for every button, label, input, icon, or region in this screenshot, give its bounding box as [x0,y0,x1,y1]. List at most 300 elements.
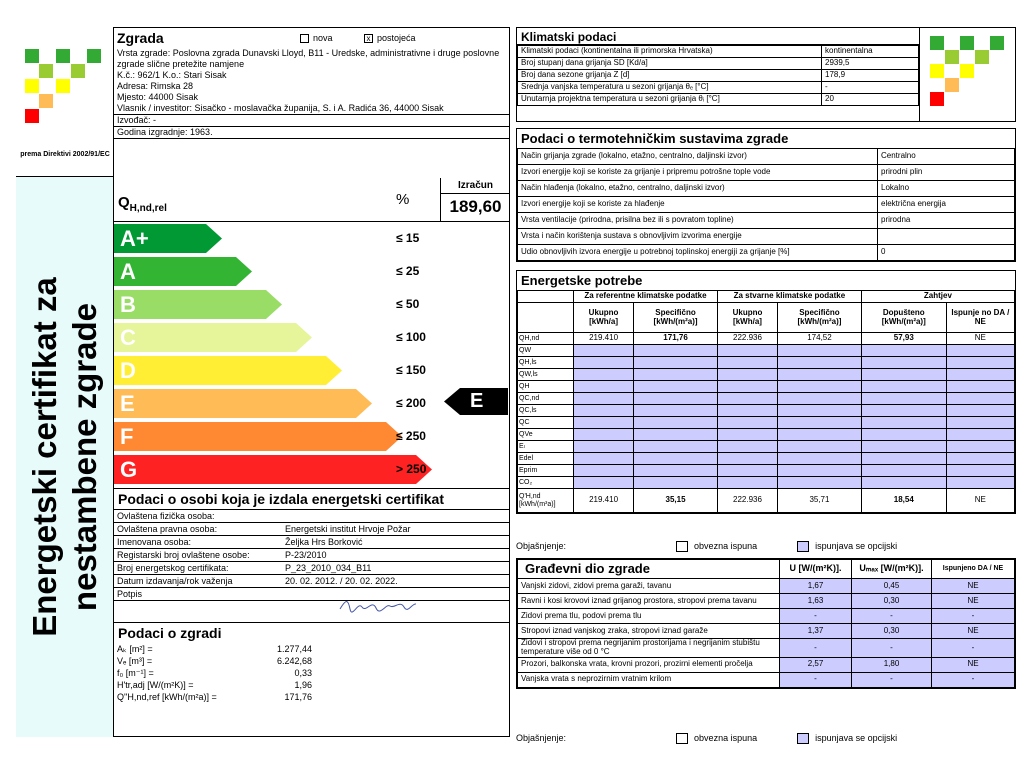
zgrada-section [114,27,510,139]
klima-key: Srednja vanjska temperatura u sezoni grijanja θₑ [°C] [518,82,822,94]
energ-row [518,345,1015,357]
klima-value: 2939,5 [822,58,919,70]
gradev-isp: NE [932,594,1015,609]
energ-row [518,477,1015,489]
vlasnik: Vlasnik / investitor: Sisačko - moslavačka županija, S. i A. Radića 36, 44000 Sisak [114,103,510,115]
zgrada-title-row [114,27,510,48]
energ-cell [574,393,634,405]
osoba-key: Ovlaštena pravna osoba: [117,524,218,534]
energ-cell [946,357,1014,369]
legend-mandatory: obvezna ispuna [694,541,758,551]
energ-subhead-cell: Specifično [kWh/(m²a)] [778,303,862,333]
class-label: A+ [120,226,149,251]
energ-row-label: QC,ls [518,405,574,417]
energ-head-zah: Zahtjev [861,291,1014,303]
energ-head-ref: Za referentne klimatske podatke [574,291,718,303]
termo-title: Podaci o termotehničkim sustavima zgrade [521,131,789,146]
energ-cell: 35,15 [634,489,718,513]
energ-row-label: Eprim [518,465,574,477]
energ-cell [946,369,1014,381]
klima-key: Broj stupanj dana grijanja SD [Kd/a] [518,58,822,70]
kc-ko: K.č.: 962/1 K.o.: Stari Sisak [117,70,227,80]
gradev-title-cell [518,560,780,579]
energ-cell: NE [946,489,1014,513]
energ-row [518,417,1015,429]
side-title-panel [16,177,114,737]
klima-table [517,45,919,106]
podaci-key: Vₑ [m³] = [117,656,153,666]
osoba-value: Energetski institut Hrvoje Požar [285,524,411,534]
energ-row [518,429,1015,441]
podaci-rows [114,643,510,703]
izracun-value: 189,60 [449,197,502,216]
energ-row [518,333,1015,345]
zgrada-title: Zgrada [117,30,164,46]
legend-mandatory-2: obvezna ispuna [694,733,758,743]
podaci-row [114,643,510,655]
termo-key: Vrsta ventilacije (prirodna, prisilna bez ili s povratom topline) [518,213,878,229]
gradev-key: Prozori, balkonska vrata, krovni prozori, prozirni elementi pročelja [518,657,780,672]
signature-image [338,597,418,618]
energ-row [518,489,1015,513]
energ-row-label: QH [518,381,574,393]
termo-key: Izvori energije koji se koriste za hlađenje [518,197,878,213]
energ-cell [717,465,777,477]
osoba-key: Broj energetskog certifikata: [117,563,229,573]
gradev-u: 2,57 [780,657,852,672]
current-class-arrow [444,388,508,415]
rating-header [114,178,510,222]
energ-cell: 222.936 [717,333,777,345]
class-label: F [120,424,134,449]
gradev-head-umax: Uₘₐₓ [W/(m²K)]. [852,560,932,579]
energ-cell [717,477,777,489]
energ-row [518,357,1015,369]
energ-cell [946,453,1014,465]
class-label: B [120,292,136,317]
podaci-key: Aₖ [m²] = [117,644,153,654]
energ-cell [861,465,946,477]
energ-title: Energetske potrebe [521,273,643,288]
energ-cell [778,465,862,477]
gradev-key: Vanjska vrata s neprozirnim vratnim krilom [518,672,780,687]
klima-value: 178,9 [822,70,919,82]
energ-cell [778,369,862,381]
gradev-umax: 1,80 [852,657,932,672]
energ-row-label: CO₂ [518,477,574,489]
izvodac: Izvođač: - [114,115,510,127]
energ-row-label: QVe [518,429,574,441]
energ-subhead-cell: Ukupno [kWh/a] [574,303,634,333]
osoba-value: Željka Hrs Borković [285,537,363,547]
energ-cell [574,357,634,369]
termo-row [518,149,1015,165]
termo-value: prirodni plin [878,165,1015,181]
gradev-key: Stropovi iznad vanjskog zraka, stropovi iznad garaže [518,624,780,639]
termo-key: Način hlađenja (lokalno, etažno, centralno, daljinski izvor) [518,181,878,197]
energ-cell [946,405,1014,417]
certificate-logo-right [919,28,1015,121]
energ-cell [634,441,718,453]
termo-row [518,245,1015,261]
current-class-label: E [470,390,484,412]
godina-izgradnje: Godina izgradnje: 1963. [117,127,213,137]
energ-cell [946,381,1014,393]
energ-cell [717,417,777,429]
energ-cell: 219.410 [574,333,634,345]
class-label: D [120,358,136,383]
energ-cell [778,345,862,357]
osoba-row [114,588,510,601]
energ-cell [946,417,1014,429]
gradev-table [517,559,1015,688]
energ-row-label: Eₗ [518,441,574,453]
osoba-row [114,562,510,575]
energ-section [516,270,1016,514]
klima-key: Broj dana sezone grijanja Z [d] [518,70,822,82]
energ-cell [946,441,1014,453]
gradev-head-isp: Ispunjeno DA / NE [932,560,1015,579]
energ-cell: 174,52 [778,333,862,345]
klima-row [518,70,919,82]
energ-cell [861,441,946,453]
energ-cell [861,345,946,357]
energ-cell [861,405,946,417]
energ-cell [634,429,718,441]
termo-value: Lokalno [878,181,1015,197]
energ-cell: 18,54 [861,489,946,513]
termo-key: Udio obnovljivih izvora energije u potrebnoj toplinskoj energiji za grijanje [%] [518,245,878,261]
energ-cell [946,345,1014,357]
energ-table [517,290,1015,513]
gradev-umax: 0,45 [852,579,932,594]
gradev-isp: NE [932,657,1015,672]
energ-legend [516,539,1016,553]
energ-subhead-cell: Ukupno [kWh/a] [717,303,777,333]
energ-cell [778,393,862,405]
energ-row [518,381,1015,393]
gradev-isp: - [932,639,1015,658]
energ-cell: 219.410 [574,489,634,513]
energ-cell [574,369,634,381]
legend-box-optional [797,541,809,552]
podaci-value: 171,76 [284,692,312,702]
klima-row [518,58,919,70]
termo-row [518,213,1015,229]
gradev-key: Ravni i kosi krovovi iznad grijanog prostora, stropovi prema tavanu [518,594,780,609]
osoba-key: Datum izdavanja/rok važenja [117,576,233,586]
legend-box-mandatory-2 [676,733,688,744]
class-label: A [120,259,136,284]
energ-cell [778,417,862,429]
energ-cell [634,357,718,369]
energ-cell [861,429,946,441]
osoba-rows [114,510,510,601]
class-limit: ≤ 250 [396,429,426,443]
podaci-row [114,691,510,703]
gradev-umax: - [852,639,932,658]
energ-cell [717,393,777,405]
energ-cell [946,393,1014,405]
vrsta-zgrade: Vrsta zgrade: Poslovna zgrada Dunavski Lloyd, B11 - Uredske, administrativne i druge poslovne zgrade slične pretežite namjene [117,48,500,69]
energ-cell [778,441,862,453]
energ-cell [946,429,1014,441]
gradev-row [518,579,1015,594]
energ-cell: 35,71 [778,489,862,513]
legend-box-mandatory [676,541,688,552]
energ-cell [861,477,946,489]
energ-cell [634,477,718,489]
gradev-row [518,594,1015,609]
osoba-row [114,523,510,536]
osoba-key: Potpis [117,589,143,599]
gradev-isp: NE [932,624,1015,639]
izracun-label: Izračun [441,178,510,194]
energ-cell [574,441,634,453]
energ-cell [717,453,777,465]
podaci-title: Podaci o zgradi [118,625,222,641]
osoba-row [114,536,510,549]
energ-cell [634,465,718,477]
energ-cell [717,357,777,369]
termo-row [518,181,1015,197]
gradev-head-u: U [W/(m²K)]. [780,560,852,579]
gradev-u: - [780,639,852,658]
podaci-row [114,679,510,691]
termo-value: Centralno [878,149,1015,165]
energ-cell [717,381,777,393]
gradev-u: 1,37 [780,624,852,639]
energ-cell [778,453,862,465]
gradev-u: - [780,672,852,687]
energ-cell [634,393,718,405]
gradev-u: - [780,609,852,624]
energ-subhead-cell: Ispunje no DA / NE [946,303,1014,333]
energ-row-label: QW [518,345,574,357]
energ-cell [717,369,777,381]
gradev-u: 1,67 [780,579,852,594]
podaci-value: 1.277,44 [276,644,312,654]
podaci-key: Q''H,nd,ref [kWh/(m²a)] = [117,692,217,702]
osoba-value: P-23/2010 [285,550,327,560]
energ-corner [518,291,574,303]
nova-label: nova [313,33,333,43]
energ-cell: NE [946,333,1014,345]
gradev-section [516,558,1016,689]
osoba-row [114,575,510,588]
klima-key: Klimatski podaci (kontinentalna ili primorska Hrvatska) [518,46,822,58]
klima-row [518,46,919,58]
termo-key: Način grijanja zgrade (lokalno, etažno, centralno, daljinski izvor) [518,149,878,165]
energ-cell [634,381,718,393]
energ-row [518,405,1015,417]
class-label: E [120,391,135,416]
energ-cell [861,453,946,465]
energ-cell [861,357,946,369]
klima-value: 20 [822,94,919,106]
energ-cell [861,393,946,405]
klima-row [518,94,919,106]
termo-value: prirodna [878,213,1015,229]
osoba-section [114,488,510,601]
energ-cell: 222.936 [717,489,777,513]
energ-cell [861,417,946,429]
class-limit: ≤ 25 [396,264,420,278]
energ-cell [717,441,777,453]
klima-title: Klimatski podaci [517,28,1015,45]
energ-cell [717,405,777,417]
energ-row-label: QW,ls [518,369,574,381]
gradev-key: Zidovi prema tlu, podovi prema tlu [518,609,780,624]
podaci-value: 6.242,68 [276,656,312,666]
energ-subhead-cell: Specifično [kWh/(m²a)] [634,303,718,333]
energ-row-label: QC,nd [518,393,574,405]
energ-cell [574,465,634,477]
class-limit: ≤ 15 [396,231,420,245]
klima-row [518,82,919,94]
energ-cell [778,357,862,369]
gradev-row [518,624,1015,639]
termo-section [516,128,1016,262]
energ-subhead [518,303,1015,333]
class-limit: ≤ 50 [396,297,420,311]
gradev-u: 1,63 [780,594,852,609]
legend-box-optional-2 [797,733,809,744]
energ-row-label: Edel [518,453,574,465]
termo-value: 0 [878,245,1015,261]
class-limit: ≤ 200 [396,396,426,410]
class-label: G [120,457,138,482]
energ-cell [778,429,862,441]
termo-key: Vrsta i način korištenja sustava s obnovljivim izvorima energije [518,229,878,245]
gradev-key: Zidovi i stropovi prema negrijanim prostorijama i negrijanim stubištu temperature više od 0 °C [518,639,780,658]
osoba-value: P_23_2010_034_B11 [285,563,372,573]
percent-label: % [396,191,410,208]
energ-row-label: Q'H,nd [kWh/(m³a)] [518,489,574,513]
osoba-row [114,510,510,523]
energ-cell [574,453,634,465]
gradev-row [518,609,1015,624]
klima-value: kontinentalna [822,46,919,58]
energ-cell [574,429,634,441]
energ-cell [717,429,777,441]
podaci-key: f₀ [m⁻¹] = [117,668,154,678]
energ-cell [946,465,1014,477]
energ-row [518,393,1015,405]
osoba-value [285,510,510,522]
directive-label: prema Direktivi 2002/91/EC [20,151,110,158]
adresa: Adresa: Rimska 28 [117,81,194,91]
gradev-isp: - [932,672,1015,687]
termo-value: električna energija [878,197,1015,213]
termo-row [518,197,1015,213]
class-limit: ≤ 100 [396,330,426,344]
izracun-box [440,178,510,222]
energ-cell [574,477,634,489]
energ-row [518,369,1015,381]
gradev-isp: - [932,609,1015,624]
energ-cell [778,477,862,489]
energ-cell [778,381,862,393]
gradev-umax: - [852,672,932,687]
energ-cell [574,345,634,357]
postojeca-label: postojeća [377,33,416,43]
energ-cell [634,369,718,381]
energ-cell [946,477,1014,489]
gradev-umax: 0,30 [852,594,932,609]
klima-key: Unutarnja projektna temperatura u sezoni grijanja θᵢ [°C] [518,94,822,106]
podaci-value: 1,96 [294,680,312,690]
energ-row [518,441,1015,453]
energ-row [518,453,1015,465]
podaci-row [114,655,510,667]
class-limit: > 250 [396,462,427,476]
class-limit: ≤ 150 [396,363,426,377]
energ-row-label: QH,ls [518,357,574,369]
gradev-umax: - [852,609,932,624]
legend-label-2: Objašnjenje: [516,733,567,743]
gradev-row [518,639,1015,658]
gradev-row [518,657,1015,672]
gradev-title: Građevni dio zgrade [525,561,650,576]
gradev-legend [516,731,1016,745]
energ-row [518,465,1015,477]
energ-cell [574,381,634,393]
termo-row [518,165,1015,181]
energ-cell: 171,76 [634,333,718,345]
osoba-value: 20. 02. 2012. / 20. 02. 2022. [285,576,398,586]
legend-label: Objašnjenje: [516,541,567,551]
legend-optional: ispunjava se opcijski [815,541,898,551]
mjesto: Mjesto: 44000 Sisak [117,92,199,102]
gradev-row [518,672,1015,687]
energ-row-label: QC [518,417,574,429]
energ-cell [778,405,862,417]
postojeca-checkbox[interactable]: x [364,34,373,43]
podaci-row [114,667,510,679]
klima-value: - [822,82,919,94]
osoba-key: Imenovana osoba: [117,537,192,547]
legend-optional-2: ispunjava se opcijski [815,733,898,743]
energ-cell: 57,93 [861,333,946,345]
termo-value [878,229,1015,245]
energ-subhead-cell: Dopušteno [kWh/(m²a)] [861,303,946,333]
podaci-value: 0,33 [294,668,312,678]
termo-key: Izvori energije koji se koriste za grijanje i pripremu potrošne tople vode [518,165,878,181]
energ-cell [861,381,946,393]
energ-cell [634,453,718,465]
class-label: C [120,325,136,350]
osoba-key: Registarski broj ovlaštene osobe: [117,550,250,560]
certificate-title: Energetski certifikat za nestambene zgrade [25,277,103,637]
osoba-key: Ovlaštena fizička osoba: [117,511,215,521]
energ-cell [861,369,946,381]
energ-cell [717,345,777,357]
podaci-section [114,622,510,703]
termo-table [517,148,1015,261]
gradev-isp: NE [932,579,1015,594]
energ-row-label: QH,nd [518,333,574,345]
energ-cell [574,417,634,429]
nova-checkbox[interactable] [300,34,309,43]
termo-row [518,229,1015,245]
osoba-row [114,549,510,562]
osoba-title: Podaci o osobi koja je izdala energetski certifikat [114,489,510,510]
energ-cell [634,417,718,429]
energ-cell [574,405,634,417]
gradev-umax: 0,30 [852,624,932,639]
energ-cell [634,345,718,357]
